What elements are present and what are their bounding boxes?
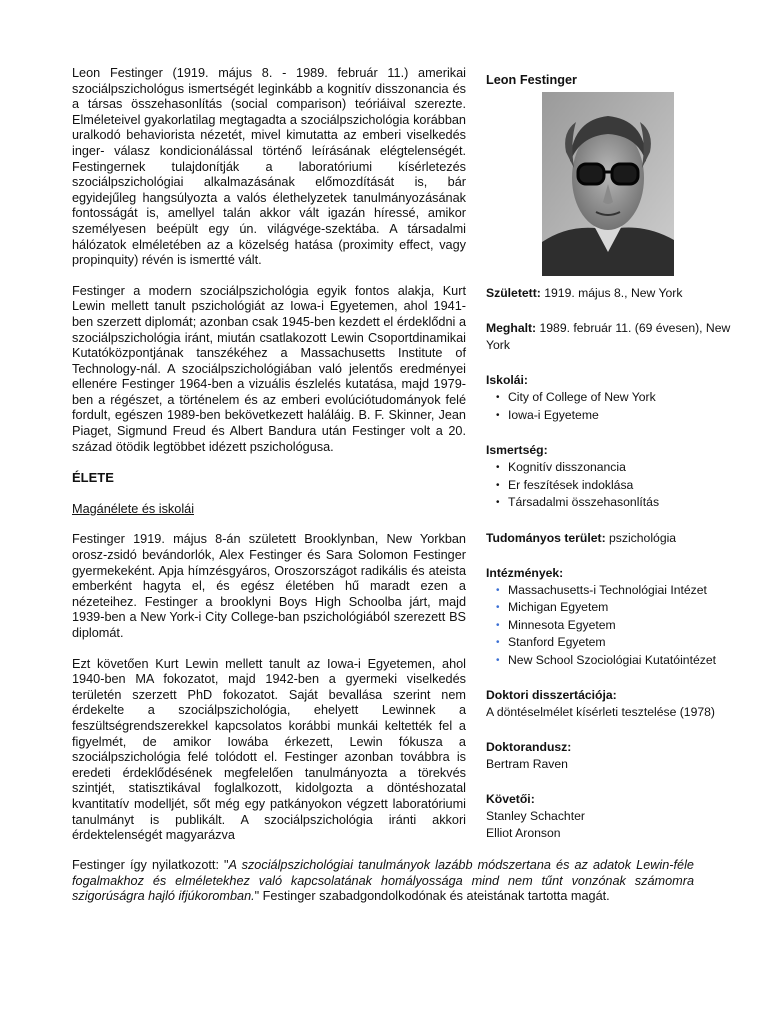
advisor-label: Doktorandusz: [486,740,572,754]
field-row [486,530,746,547]
died-row [486,320,746,354]
born-row [486,285,746,302]
portrait-photo [542,92,674,276]
list-item: • Társadalmi összehasonlítás [496,494,746,512]
born-label: Született: [486,286,541,300]
quote-outro: " Festinger szabadgondolkodónak és ateistának tartotta magát. [254,889,610,904]
died-label: Meghalt: [486,321,537,335]
article-column [72,66,466,859]
follower-2: Elliot Aronson [486,826,561,840]
institutions-label: Intézmények: [486,565,564,580]
life-paragraph-3 [72,858,694,905]
schools-label: Iskolái: [486,373,528,387]
schools-list [486,389,746,424]
list-item: • New School Szociológiai Kutatóintézet [496,652,746,670]
list-item: • Iowa-i Egyeteme [496,407,746,425]
followers-block [486,791,746,842]
field-label: Tudományos terület: [486,530,606,545]
known-list [486,459,746,512]
intro-paragraph-2: Festinger a modern szociálpszichológia egyik fontos alakja, Kurt Lewin mellett tanult pszichológiát az Iowa-i Egyetemen, ahol 1941- ben szerzett diplomát; azonban csak 1945-ben kezdett el érdeklődni a szociálpszichológia iránt, miután csatlakozott Lewin Csoportdinamikai Kutatóközpontjának tanszékéhez a Massachusetts Institute of Technology-nál. A szociálpszichológiában való jelentős eredményei ellenére Festinger 1964-ben a vizuális észlelés kutatása, majd 1979-ben a régészet, a történelem és az emberi evolúciótudományok felé fordult, egészen 1989-ben bekövetkezett haláláig. B. F. Skinner, Jean Piaget, Sigmund Freud és Albert Bandura után Festinger volt a 20. század ötödik legtöbbet idézett pszichológusa. [72,283,466,454]
quote-intro: Festinger így nyilatkozott: " [72,858,229,872]
list-item: • Kognitív disszonancia [496,459,746,477]
list-item: • City of College of New York [496,389,746,407]
list-item: • Massachusetts-i Technológiai Intézet [496,582,746,600]
thesis-label: Doktori disszertációja: [486,688,617,702]
infobox [486,72,746,860]
intro-paragraph-1: Leon Festinger (1919. május 8. - 1989. február 11.) amerikai szociálpszichológus ismertségét leginkább a kognitív disszonancia és a társas összehasonlítás (social comparison) teóriáival szerezte. Elméleteivel gyakorlatilag megtagadta a szociálpszichológia korábban uralkodó behaviorista nézetét, mivel kimutatta az emberi viselkedés inger- válasz kondicionálással történő leírásának elégtelenségét. Festingernek tulajdonítják a laboratóriumi kísérletezés szociálpszichológiai alkalmazásának előmozdítását is, bár egyidejűleg hangsúlyozta a valós élethelyzetek tanulmányozásának fontosságát is, amellyel talán akkor vált igazán híressé, amikor személyesen beépült egy ún. világvége-szektába. A társadalmi hálózatok elméletében az a közelség hatása (proximity effect, vagy propinquity) révén is ismertté vált. [72,66,466,268]
list-item: • Michigan Egyetem [496,599,746,617]
advisor-block [486,739,746,773]
life-paragraph-2: Ezt követően Kurt Lewin mellett tanult az Iowa-i Egyetemen, ahol 1940-ben MA fokozatot, majd 1942-ben a gyermeki viselkedés területén szerzett PhD fokozatot. Saját bevallása szerint nem érdekelte a szociálpszichológia, ehelyett Lewinnek a feszültségrendszerekkel kapcsolatos korábbi munkái keltették fel a figyelmét, de amikor Iowába érkezett, Lewin fókusza a szociálpszichológia felé tolódott el. Festinger azonban továbbra is eredeti érdeklődésének megfelelően tanulmányozta a törekvés szintjét, statisztikával foglalkozott, kidolgozta a döntéshozatal kvantitatív modelljét, sőt még egy patkányokon végzett laboratóriumi tanulmányt is publikált. A szociálpszichológia iránti akkori érdektelenségét magyarázva [72,656,466,843]
life-paragraph-1: Festinger 1919. május 8-án született Brooklynban, New Yorkban orosz-zsidó bevándorlók, Alex Festinger és Sara Solomon Festinger gyermekeként. Apja hímzésgyáros, Oroszországot radikális és ateista emberként hagyta el, és egész életében hű maradt ezen a nézeteihez. Festinger a brooklyni Boys High Schoolba járt, majd 1939-ben a New York-i City College-ban pszichológiából szerezett BS diplomát. [72,532,466,640]
infobox-name: Leon Festinger [486,73,577,87]
follower-1: Stanley Schachter [486,809,585,823]
institutions-list [486,582,746,670]
thesis-block [486,687,746,721]
born-value: 1919. május 8., New York [540,286,683,300]
section-title: ÉLETE [72,470,114,486]
list-item: • Minnesota Egyetem [496,617,746,635]
list-item: • Stanford Egyetem [496,634,746,652]
thesis-value: A döntéselmélet kísérleti tesztelése (1978) [486,705,715,719]
quote-text: A szociálpszichológiai tanulmányok lazább módszertana és az adatok Lewin-féle fogalmakhoz és elméletekhez való kapcsolatának homályossága mind nem tűnt vonzónak számomra szigorúságra hajló ifjúkoromban. [72,858,694,904]
followers-label: Követői: [486,792,535,806]
list-item: • Er feszítések indoklása [496,477,746,495]
died-value: 1989. február 11. (69 évesen), New York [486,321,731,352]
advisor-value: Bertram Raven [486,757,568,771]
field-value: pszichológia [605,530,677,545]
known-label: Ismertség: [486,443,548,457]
article-wide-continuation [72,858,694,905]
subsection-title: Magánélete és iskolái [72,501,195,516]
